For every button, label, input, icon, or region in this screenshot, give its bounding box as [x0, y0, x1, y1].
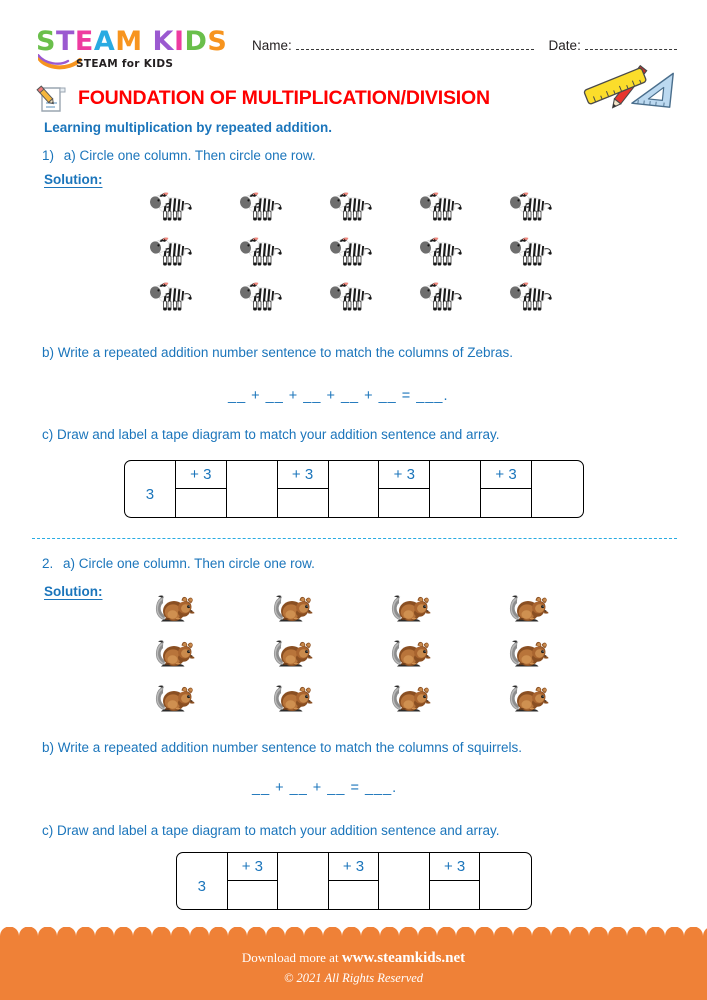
array-item — [508, 276, 598, 321]
zebra-icon — [238, 276, 282, 316]
array-item — [506, 678, 624, 723]
tape-cell-6[interactable] — [379, 461, 430, 517]
footer-download-prefix: Download more at — [241, 950, 342, 965]
page-footer — [0, 936, 707, 1000]
logo-letter-8: D — [184, 26, 208, 57]
logo-letter-4: M — [115, 26, 143, 57]
array-item — [418, 186, 508, 231]
tape-cell-1[interactable] — [177, 853, 228, 909]
tape-cell-label: + 3 — [443, 858, 466, 875]
zebra-icon — [238, 231, 282, 271]
logo-letter-5 — [143, 28, 153, 56]
problem-1-sentence[interactable]: __ + __ + __ + __ + __ = ___. — [228, 388, 449, 404]
squirrel-icon — [152, 588, 196, 628]
tape-cell-top — [430, 853, 480, 881]
squirrel-array — [152, 588, 624, 723]
problem-2-part-a-text: a) Circle one column. Then circle one row. — [63, 556, 315, 571]
zebra-icon — [328, 186, 372, 226]
scallop-edge-decoration — [0, 927, 707, 945]
tape-cell-label: + 3 — [495, 466, 517, 483]
array-item — [388, 588, 506, 633]
tape-cell-5[interactable] — [379, 853, 430, 909]
problem-2-solution-label: Solution: — [44, 584, 103, 599]
zebra-array — [148, 186, 598, 321]
array-item — [238, 186, 328, 231]
footer-download-line — [0, 950, 707, 967]
problem-1-part-a-text: a) Circle one column. Then circle one row. — [63, 148, 316, 163]
tape-cell-4[interactable] — [278, 461, 329, 517]
array-item — [148, 186, 238, 231]
tape-cell-7[interactable] — [430, 461, 481, 517]
zebra-icon — [418, 231, 462, 271]
tape-cell-2[interactable] — [176, 461, 227, 517]
tape-cell-2[interactable] — [228, 853, 279, 909]
squirrel-icon — [270, 633, 314, 673]
tape-cell-top — [379, 461, 429, 489]
problem-1-part-a — [42, 148, 316, 163]
date-input-line[interactable] — [585, 39, 677, 50]
name-label: Name: — [252, 38, 292, 53]
squirrel-icon — [270, 678, 314, 718]
array-item — [508, 186, 598, 231]
squirrel-icon — [506, 633, 550, 673]
array-item — [152, 588, 270, 633]
array-item — [148, 231, 238, 276]
problem-2-part-c: c) Draw and label a tape diagram to match your addition sentence and array. — [42, 823, 500, 838]
logo-letter-1: T — [55, 26, 75, 57]
problem-2-part-b: b) Write a repeated addition number sentence to match the columns of squirrels. — [42, 740, 523, 755]
array-item — [270, 678, 388, 723]
tape-cell-5[interactable] — [329, 461, 380, 517]
date-label: Date: — [548, 38, 581, 53]
logo-tagline: STEAM for KIDS — [76, 58, 174, 70]
tape-cell-7[interactable] — [480, 853, 531, 909]
array-item — [388, 678, 506, 723]
squirrel-icon — [270, 588, 314, 628]
tape-cell-label: 3 — [197, 877, 206, 895]
array-item — [270, 633, 388, 678]
problem-2-part-a — [42, 556, 315, 571]
tape-cell-top — [329, 853, 379, 881]
logo-letter-6: K — [152, 26, 174, 57]
array-item — [238, 231, 328, 276]
zebra-icon — [148, 276, 192, 316]
tape-cell-1[interactable] — [125, 461, 176, 517]
problem-2-sentence[interactable]: __ + __ + __ = ___. — [252, 780, 398, 796]
problem-1-solution-label: Solution: — [44, 172, 103, 187]
array-item — [388, 633, 506, 678]
tape-cell-top — [481, 461, 531, 489]
array-item — [508, 231, 598, 276]
zebra-icon — [508, 186, 552, 226]
array-item — [506, 633, 624, 678]
squirrel-icon — [152, 633, 196, 673]
squirrel-icon — [388, 588, 432, 628]
tape-cell-bottom[interactable] — [379, 489, 429, 517]
tape-cell-bottom[interactable] — [481, 489, 531, 517]
array-item — [148, 276, 238, 321]
tape-cell-bottom[interactable] — [228, 881, 278, 909]
tape-cell-bottom[interactable] — [176, 489, 226, 517]
zebra-icon — [328, 276, 372, 316]
name-input-line[interactable] — [296, 39, 534, 50]
squirrel-icon — [506, 678, 550, 718]
squirrel-icon — [388, 678, 432, 718]
tape-diagram-2[interactable] — [176, 852, 532, 910]
array-item — [152, 633, 270, 678]
problem-1-part-c: c) Draw and label a tape diagram to match your addition sentence and array. — [42, 427, 500, 442]
array-item — [328, 186, 418, 231]
tape-cell-label: + 3 — [241, 858, 263, 875]
tape-cell-label: + 3 — [291, 466, 314, 483]
section-divider — [32, 538, 677, 539]
footer-site-link[interactable]: www.steamkids.net — [341, 950, 466, 966]
logo-letter-3: A — [93, 26, 116, 57]
array-item — [328, 276, 418, 321]
logo-wordmark — [36, 28, 236, 56]
array-item — [418, 231, 508, 276]
ruler-pencil-triangle-icon — [577, 62, 689, 120]
array-item — [418, 276, 508, 321]
tape-cell-6[interactable] — [430, 853, 481, 909]
name-date-row — [252, 38, 682, 62]
array-item — [328, 231, 418, 276]
zebra-icon — [238, 186, 282, 226]
zebra-icon — [508, 231, 552, 271]
squirrel-icon — [152, 678, 196, 718]
array-item — [152, 678, 270, 723]
zebra-icon — [148, 231, 192, 271]
footer-copyright: © 2021 All Rights Reserved — [283, 971, 424, 985]
problem-1-number: 1) — [42, 148, 55, 163]
tape-cell-3[interactable] — [227, 461, 278, 517]
array-item — [270, 588, 388, 633]
tape-cell-label: + 3 — [342, 858, 365, 875]
tape-cell-label: 3 — [145, 485, 155, 503]
pencil-document-icon — [34, 82, 68, 114]
steam-kids-logo — [36, 28, 236, 74]
logo-letter-9: S — [207, 26, 228, 57]
zebra-icon — [328, 231, 372, 271]
array-item — [506, 588, 624, 633]
problem-1-part-b: b) Write a repeated addition number sentence to match the columns of Zebras. — [42, 345, 514, 360]
page-title: FOUNDATION OF MULTIPLICATION/DIVISION — [78, 86, 490, 109]
logo-letter-0: S — [36, 26, 56, 57]
tape-diagram-1[interactable] — [124, 460, 584, 518]
tape-cell-4[interactable] — [329, 853, 380, 909]
zebra-icon — [508, 276, 552, 316]
tape-cell-bottom[interactable] — [278, 489, 328, 517]
logo-letter-7: I — [173, 26, 185, 57]
problem-2-number: 2. — [42, 556, 54, 571]
tape-cell-bottom[interactable] — [430, 881, 480, 909]
tape-cell-top — [176, 461, 226, 489]
array-item — [238, 276, 328, 321]
worksheet-subtitle: Learning multiplication by repeated addition. — [44, 120, 333, 135]
tape-cell-9[interactable] — [532, 461, 583, 517]
tape-cell-8[interactable] — [481, 461, 532, 517]
zebra-icon — [418, 276, 462, 316]
zebra-icon — [418, 186, 462, 226]
logo-letter-2: E — [74, 26, 94, 57]
tape-cell-top — [228, 853, 278, 881]
tape-cell-bottom[interactable] — [329, 881, 379, 909]
tape-cell-top — [278, 461, 328, 489]
zebra-icon — [148, 186, 192, 226]
squirrel-icon — [506, 588, 550, 628]
tape-cell-label: + 3 — [190, 466, 212, 483]
tape-cell-3[interactable] — [278, 853, 329, 909]
worksheet-title-row — [34, 80, 490, 116]
tape-cell-label: + 3 — [393, 466, 415, 483]
squirrel-icon — [388, 633, 432, 673]
